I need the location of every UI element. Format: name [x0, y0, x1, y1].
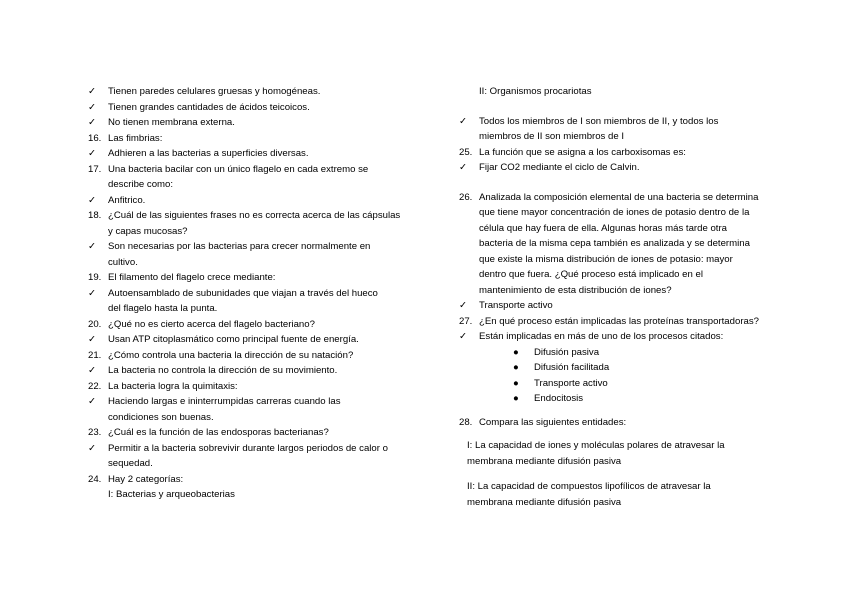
answer-19-cont: del flagelo hasta la punta.	[108, 303, 218, 314]
check-icon: ✓	[88, 148, 97, 159]
question-17-cont: describe como:	[108, 179, 174, 190]
question-number: 20.	[88, 318, 102, 330]
right-column	[459, 84, 779, 510]
question-number: 18.	[88, 210, 102, 221]
check-icon: ✓	[88, 442, 97, 454]
check-icon: ✓	[88, 86, 97, 97]
answer-21: ✓ La bacteria no controla la dirección de su movimiento.	[88, 363, 388, 379]
question-24-category-ii: II: Organismos procariotas	[479, 86, 592, 97]
question-number: 26.	[459, 191, 473, 203]
question-26-cont: célula que hay fuera de ella. Algunas horas más tarde otra	[479, 222, 727, 234]
check-icon: ✓	[459, 300, 468, 311]
question-24: 24. Hay 2 categorías:	[88, 472, 388, 488]
question-number: 19.	[88, 272, 102, 283]
answer-23: ✓ Permitir a la bacteria sobrevivir durante largos periodos de calor o	[88, 441, 388, 457]
question-number: 16.	[88, 132, 102, 144]
bullet-item: ● Difusión facilitada	[459, 360, 779, 376]
question-17: 17. Una bacteria bacilar con un único flagelo en cada extremo se	[88, 162, 388, 178]
check-icon: ✓	[88, 287, 97, 299]
bullet-item: ● Transporte activo	[459, 376, 779, 392]
definition-i-cont: membrana mediante difusión pasiva	[467, 455, 622, 467]
question-number: 25.	[459, 146, 473, 158]
bullet-icon: ●	[513, 362, 519, 373]
answer-26: ✓ Transporte activo	[459, 298, 779, 314]
answer-16: ✓ Adhieren a las bacterias a superficies diversas.	[88, 146, 388, 162]
question-25: 25. La función que se asigna a los carboxisomas es:	[459, 145, 779, 161]
answer-18-cont: cultivo.	[108, 256, 138, 268]
check-icon: ✓	[88, 241, 97, 252]
question-27: 27. ¿En qué proceso están implicadas las proteínas transportadoras?	[459, 314, 779, 330]
check-icon: ✓	[88, 365, 97, 376]
question-23: 23. ¿Cuál es la función de las endosporas bacterianas?	[88, 425, 388, 441]
question-26-cont: bacteria de la misma cepa también es analizada y se determina	[479, 238, 750, 249]
check-icon: ✓	[459, 162, 468, 173]
answer-line: ✓ Tienen grandes cantidades de ácidos teicoicos.	[88, 100, 388, 116]
answer-22-cont: condiciones son buenas.	[108, 411, 214, 423]
check-icon: ✓	[459, 115, 468, 127]
left-column	[88, 84, 401, 503]
definition-ii-cont: membrana mediante difusión pasiva	[467, 496, 622, 508]
question-20: 20. ¿Qué no es cierto acerca del flagelo bacteriano?	[88, 317, 388, 333]
answer-19: ✓ Autoensamblado de subunidades que viajan a través del hueco	[88, 286, 388, 302]
definition-ii: II: La capacidad de compuestos lipofílicos de atravesar la	[467, 481, 711, 492]
question-19: 19. El filamento del flagelo crece mediante:	[88, 270, 388, 286]
answer-line: ✓ Tienen paredes celulares gruesas y homogéneas.	[88, 84, 388, 100]
check-icon: ✓	[88, 101, 97, 113]
question-26-cont: mantenimiento de esta distribución de iones?	[479, 284, 672, 296]
question-26-cont: que existe la misma distribución de iones de potasio: mayor	[479, 253, 733, 265]
question-number: 24.	[88, 473, 102, 485]
bullet-item: ● Endocitosis	[459, 391, 779, 407]
question-24-category-i: I: Bacterias y arqueobacterias	[108, 489, 235, 500]
question-number: 28.	[459, 416, 473, 428]
question-28: 28. Compara las siguientes entidades:	[459, 415, 779, 431]
definition-i: I: La capacidad de iones y moléculas polares de atravesar la	[467, 440, 725, 451]
check-icon: ✓	[88, 396, 97, 407]
answer-22: ✓ Haciendo largas e ininterrumpidas carreras cuando las	[88, 394, 388, 410]
check-icon: ✓	[88, 117, 97, 128]
question-number: 22.	[88, 380, 102, 392]
question-number: 27.	[459, 315, 473, 327]
question-21: 21. ¿Cómo controla una bacteria la dirección de su natación?	[88, 348, 388, 364]
check-icon: ✓	[88, 194, 97, 206]
answer-17: ✓ Anfitrico.	[88, 193, 388, 209]
question-16: 16. Las fimbrias:	[88, 131, 388, 147]
answer-24: ✓ Todos los miembros de I son miembros de II, y todos los	[459, 114, 779, 130]
check-icon: ✓	[459, 331, 468, 342]
answer-24-cont: miembros de II son miembros de I	[479, 131, 625, 142]
answer-23-cont: sequedad.	[108, 458, 153, 469]
answer-line: ✓ No tienen membrana externa.	[88, 115, 388, 131]
answer-27: ✓ Están implicadas en más de uno de los procesos citados:	[459, 329, 779, 345]
question-26: 26. Analizada la composición elemental de una bacteria se determina	[459, 190, 779, 206]
answer-20: ✓ Usan ATP citoplasmático como principal fuente de energía.	[88, 332, 388, 348]
question-number: 23.	[88, 427, 102, 438]
bullet-item: ● Difusión pasiva	[459, 345, 779, 361]
question-26-cont: que tiene mayor concentración de iones de potasio dentro de la	[479, 207, 750, 218]
question-26-cont: dentro que fuera. ¿Qué proceso está implicado en el	[479, 269, 703, 280]
question-22: 22. La bacteria logra la quimitaxis:	[88, 379, 388, 395]
question-18-cont: y capas mucosas?	[108, 225, 188, 237]
bullet-icon: ●	[513, 377, 519, 389]
question-18: 18. ¿Cuál de las siguientes frases no es correcta acerca de las cápsulas	[88, 208, 388, 224]
question-number: 17.	[88, 163, 102, 175]
check-icon: ✓	[88, 334, 97, 345]
bullet-icon: ●	[513, 393, 519, 404]
answer-18: ✓ Son necesarias por las bacterias para crecer normalmente en	[88, 239, 388, 255]
bullet-icon: ●	[513, 346, 519, 358]
answer-25: ✓ Fijar CO2 mediante el ciclo de Calvin.	[459, 160, 779, 176]
question-number: 21.	[88, 349, 102, 361]
